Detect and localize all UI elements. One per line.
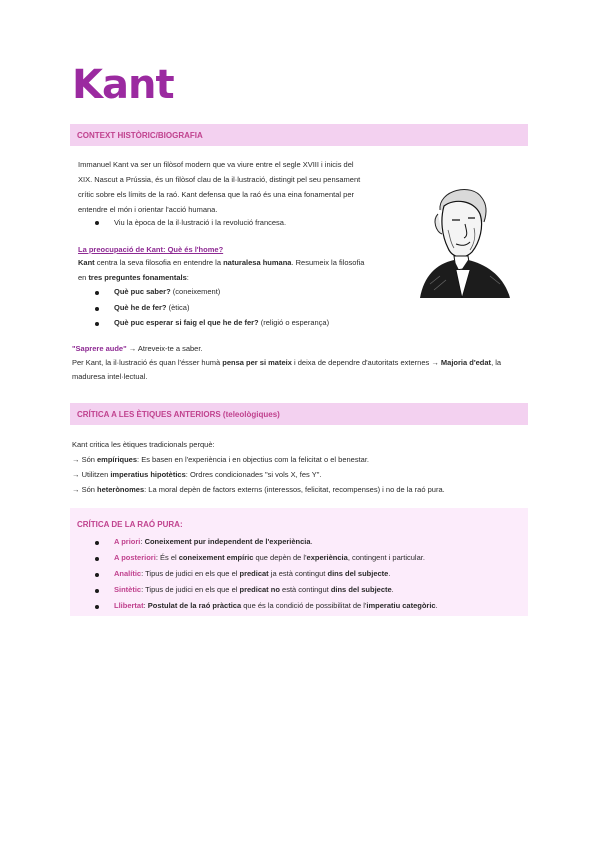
critique-text: → Són — [72, 485, 98, 494]
paragraph-line: XIX. Nascut a Prússia, és un filòsof clau de la il·lustració, distingit pel seu pensament — [78, 175, 361, 184]
bullet-icon — [95, 221, 99, 225]
critique-bold: heterònomes — [97, 485, 145, 494]
pure-bold: dins del subjecte — [327, 569, 389, 578]
section-header-label: CONTEXT HISTÒRIC/BIOGRAFIA — [77, 131, 203, 140]
illus-bold: Majoria d'edat — [440, 358, 492, 367]
critique-text: → Són — [72, 455, 98, 464]
pure-text: . — [435, 601, 438, 610]
question-bold: Què he de fer? — [114, 303, 167, 312]
illus-bold: pensa per si mateix — [222, 358, 292, 367]
pure-text: : — [143, 601, 148, 610]
critique-line — [72, 467, 321, 482]
pure-text: : Tipus de judici en els que el — [141, 585, 240, 594]
sapere-line — [72, 341, 203, 356]
critique-line — [72, 482, 445, 497]
pure-bold: predicat no — [239, 585, 280, 594]
illus-text: , la — [491, 358, 502, 367]
intro-bold: tres preguntes fonamentals — [88, 273, 187, 282]
critique-intro: Kant critica les ètiques tradicionals perquè: — [72, 440, 215, 449]
biography-paragraph — [78, 157, 398, 217]
illus-text: Per Kant, la il·lustració és quan l'ésser humà — [72, 358, 223, 367]
pure-bold: Postulat de la raó pràctica — [147, 601, 242, 610]
critique-line — [72, 452, 369, 467]
critique-bold: empíriques — [97, 455, 138, 464]
illustration-line: maduresa intel·lectual. — [72, 372, 148, 381]
pure-key: Llibertat — [114, 601, 144, 610]
critique-text: : Es basen en l'experiència i en objectius com la felicitat o el benestar. — [137, 455, 370, 464]
pure-key: Sintètic — [114, 585, 142, 594]
pure-reason-box — [70, 508, 528, 616]
pure-bold: coneixement empíric — [178, 553, 254, 562]
paragraph-line: entendre el món i orientar l'acció humana. — [78, 205, 218, 214]
bullet-icon — [95, 573, 99, 577]
question-item — [114, 318, 329, 327]
pure-text: : — [140, 537, 145, 546]
bullet-icon — [95, 541, 99, 545]
bullet-icon — [95, 557, 99, 561]
pure-key: Analític — [114, 569, 142, 578]
pure-text: : És el — [155, 553, 179, 562]
bullet-item: Viu la època de la il·lustració i la revolució francesa. — [114, 218, 287, 227]
pure-text: . — [310, 537, 313, 546]
question-item — [114, 287, 220, 296]
sapere-text: → Atreveix-te a saber. — [126, 344, 203, 353]
intro-bold: Kant — [78, 258, 95, 267]
critique-text: : La moral depèn de factors externs (interessos, felicitat, recompenses) i no de la raó pura. — [144, 485, 445, 494]
critique-text: → Utilitzen — [72, 470, 111, 479]
question-item — [114, 303, 189, 312]
pure-item — [114, 585, 394, 594]
question-rest: (religió o esperança) — [258, 318, 330, 327]
intro-text: : — [186, 273, 189, 282]
pure-text: que depèn de l' — [253, 553, 307, 562]
pure-bold: imperatiu categòric — [366, 601, 436, 610]
pure-key: A priori — [114, 537, 141, 546]
pure-text: que és la condició de possibilitat de l' — [241, 601, 367, 610]
question-bold: Què puc saber? — [114, 287, 171, 296]
intro-text: en — [78, 273, 89, 282]
pure-item — [114, 601, 438, 610]
sapere-motto: "Saprere aude" — [72, 344, 127, 353]
intro-line — [78, 255, 364, 270]
pure-text: : Tipus de judici en els que el — [141, 569, 240, 578]
pure-item — [114, 537, 313, 546]
intro-text: centra la seva filosofia en entendre la — [94, 258, 224, 267]
illus-text: i deixa de dependre d'autoritats externes → — [291, 358, 441, 367]
intro-bold: naturalesa humana — [223, 258, 292, 267]
pure-key: A posteriori — [114, 553, 156, 562]
pure-bold: Coneixement pur independent de l'experiència — [144, 537, 311, 546]
pure-bold: dins del subjecte — [330, 585, 392, 594]
critique-text: : Ordres condicionades "si vols X, fes Y". — [185, 470, 322, 479]
kant-portrait-icon — [410, 180, 518, 298]
bullet-icon — [95, 322, 99, 326]
paragraph-line: crític sobre els límits de la raó. Kant defensa que la raó és una eina fonamental per — [78, 190, 354, 199]
section-header-label: CRÍTICA A LES ÈTIQUES ANTERIORS (teleològiques) — [77, 410, 280, 419]
paragraph-line: Immanuel Kant va ser un filòsof modern que va viure entre el segle XVIII i inicis del — [78, 160, 354, 169]
section-header-context — [70, 124, 528, 146]
illustration-line — [72, 355, 501, 370]
pure-text: . — [391, 585, 394, 594]
bullet-icon — [95, 605, 99, 609]
pure-text: , contingent i particular. — [347, 553, 425, 562]
pure-text: ja està contingut — [268, 569, 328, 578]
subheading: La preocupació de Kant: Què és l'home? — [78, 245, 224, 254]
critique-bold: imperatius hipotètics — [110, 470, 186, 479]
pure-text: . — [388, 569, 391, 578]
pure-item — [114, 553, 425, 562]
pure-bold: predicat — [239, 569, 269, 578]
bullet-icon — [95, 589, 99, 593]
pure-bold: experiència — [306, 553, 348, 562]
question-rest: (coneixement) — [170, 287, 221, 296]
question-rest: (ètica) — [166, 303, 190, 312]
question-bold: Què puc esperar si faig el que he de fer? — [114, 318, 259, 327]
section-header-label: CRÍTICA DE LA RAÓ PURA: — [77, 520, 183, 529]
pure-item — [114, 569, 390, 578]
intro-line — [78, 270, 189, 285]
page-title: Kant — [72, 62, 174, 108]
section-header-critique — [70, 403, 528, 425]
bullet-icon — [95, 307, 99, 311]
pure-text: està contingut — [279, 585, 331, 594]
intro-text: . Resumeix la filosofia — [291, 258, 365, 267]
bullet-icon — [95, 291, 99, 295]
